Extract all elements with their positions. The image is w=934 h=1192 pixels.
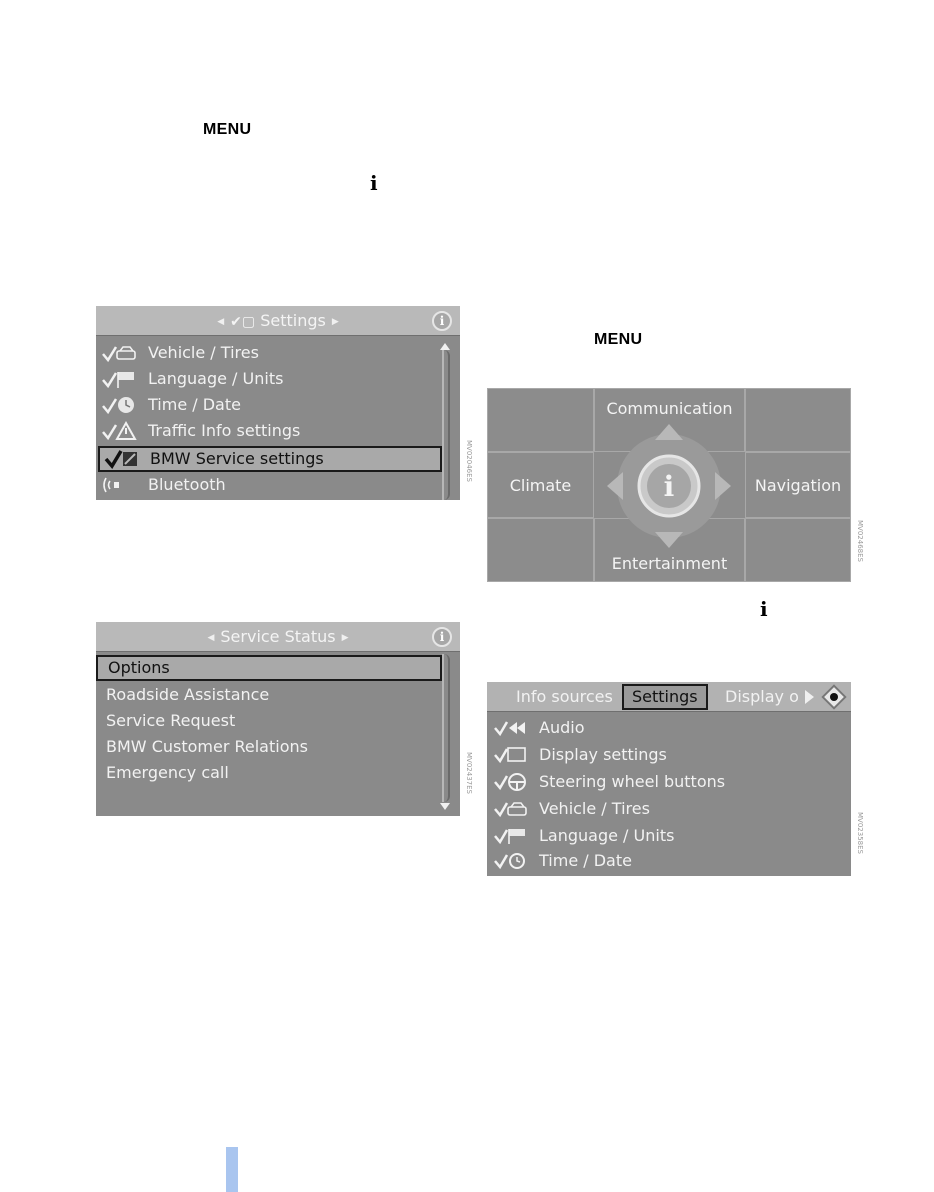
main-menu-climate[interactable]: Climate [487, 452, 594, 518]
flag-icon [100, 366, 138, 392]
arrow-right-icon[interactable]: ▶ [341, 633, 349, 643]
scrollbar[interactable] [442, 654, 450, 802]
clock-icon [491, 848, 529, 874]
service-icon [104, 446, 142, 472]
list-item-bluetooth[interactable]: Bluetooth [96, 472, 438, 498]
list-item-display-settings[interactable]: Display settings [487, 742, 829, 768]
list-item-traffic-info-settings[interactable]: Traffic Info settings [96, 418, 438, 444]
settings-header [96, 306, 460, 336]
scrollbar[interactable] [442, 350, 450, 500]
main-menu-screen [487, 388, 851, 582]
scroll-down-arrow-icon[interactable] [440, 803, 450, 810]
list-item-audio[interactable]: Audio [487, 715, 829, 741]
service-status-header [96, 622, 460, 652]
list-item-options[interactable]: Options [96, 655, 442, 681]
settings-screen [96, 306, 460, 500]
flag-icon [491, 823, 529, 849]
list-item-language-units[interactable]: Language / Units [96, 366, 438, 392]
bluetooth-icon [100, 472, 138, 498]
main-menu-corner-bottom-right [745, 518, 851, 582]
tab-more-arrow-icon[interactable] [805, 690, 814, 704]
list-item-language-units-2[interactable]: Language / Units [487, 823, 829, 849]
tab-info-sources[interactable]: Info sources [516, 687, 613, 706]
arrow-right-icon[interactable]: ▶ [331, 317, 339, 327]
main-menu-communication[interactable]: Communication [594, 388, 745, 452]
scroll-up-arrow-icon[interactable] [440, 343, 450, 350]
service-status-screen [96, 622, 460, 816]
controller-knob-icon: i [432, 627, 452, 647]
tabs-settings-screen [487, 682, 851, 876]
main-menu-navigation[interactable]: Navigation [745, 452, 851, 518]
tab-display-options[interactable]: Display o [725, 687, 799, 706]
arrow-left-icon[interactable]: ◀ [207, 633, 215, 643]
vehicle-icon [100, 340, 138, 366]
tab-bar [487, 682, 851, 712]
dial-info-glyph: i [663, 470, 675, 503]
list-item-time-date-2[interactable]: Time / Date [487, 848, 829, 874]
audio-icon [491, 715, 529, 741]
page-marker [226, 1147, 238, 1192]
figure-code: MV02468ES [856, 520, 864, 562]
main-menu-entertainment[interactable]: Entertainment [594, 518, 745, 582]
main-menu-corner-top-left [487, 388, 594, 452]
service-status-title: Service Status [220, 627, 336, 646]
menu-button-label: MENU [203, 121, 252, 138]
list-item-vehicle-tires[interactable]: Vehicle / Tires [96, 340, 438, 366]
list-item-bmw-customer-relations[interactable]: BMW Customer Relations [106, 737, 308, 756]
arrow-left-icon[interactable]: ◀ [217, 317, 225, 327]
list-item-emergency-call[interactable]: Emergency call [106, 763, 229, 782]
list-item-service-request[interactable]: Service Request [106, 711, 236, 730]
figure-code: MV02358ES [856, 812, 864, 854]
figure-code: MV02437ES [465, 752, 473, 794]
controller-dial-icon[interactable] [599, 416, 739, 556]
vehicle-icon [491, 796, 529, 822]
display-icon [491, 742, 529, 768]
info-button-glyph: i [370, 171, 378, 195]
settings-check-car-icon: ✔▢ [230, 314, 256, 330]
list-item-steering-wheel-buttons[interactable]: Steering wheel buttons [487, 769, 829, 795]
tab-settings[interactable]: Settings [622, 684, 708, 710]
warning-triangle-icon [100, 418, 138, 444]
controller-knob-icon [821, 684, 846, 709]
menu-button-label-2: MENU [594, 331, 643, 348]
list-item-bmw-service-settings[interactable]: BMW Service settings [98, 446, 442, 472]
list-item-roadside-assistance[interactable]: Roadside Assistance [106, 685, 270, 704]
controller-knob-icon: i [432, 311, 452, 331]
figure-code: MV02046ES [465, 440, 473, 482]
list-item-vehicle-tires-2[interactable]: Vehicle / Tires [487, 796, 829, 822]
steering-wheel-icon [491, 769, 529, 795]
list-item-time-date[interactable]: Time / Date [96, 392, 438, 418]
clock-icon [100, 392, 138, 418]
main-menu-corner-bottom-left [487, 518, 594, 582]
settings-title: Settings [260, 311, 326, 330]
main-menu-corner-top-right [745, 388, 851, 452]
info-button-glyph-2: i [760, 597, 768, 621]
